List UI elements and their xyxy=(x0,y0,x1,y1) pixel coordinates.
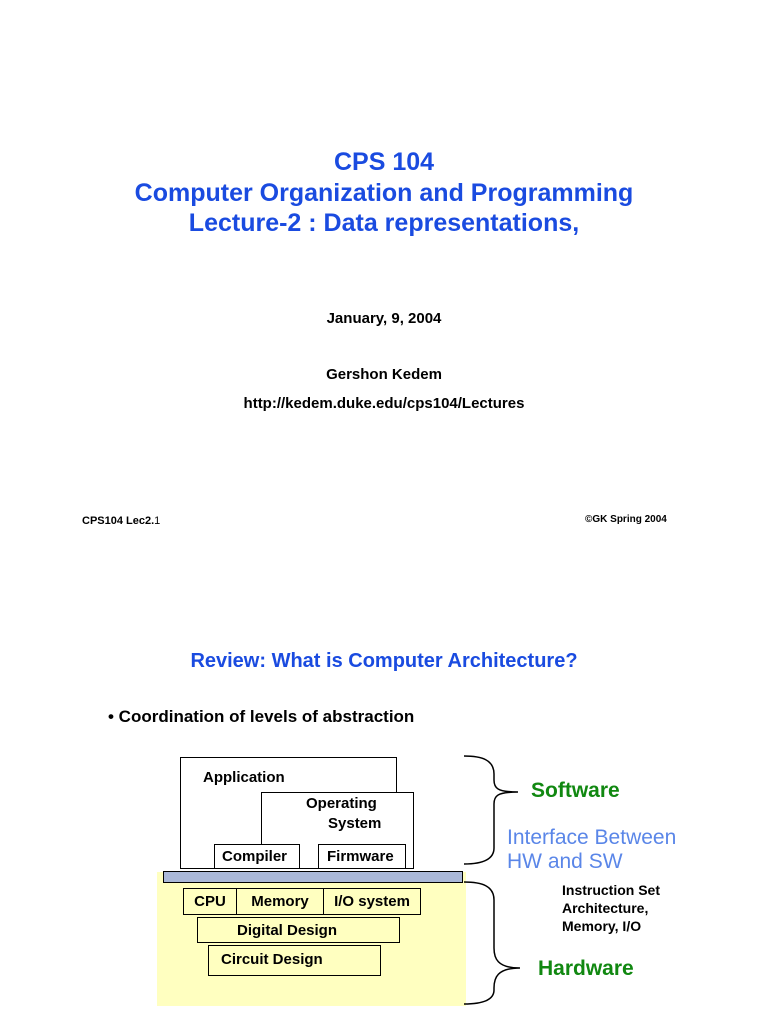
isa-label-2: Architecture, xyxy=(562,900,649,916)
slide1-footer-left xyxy=(82,515,160,527)
cpu-cell: CPU xyxy=(184,889,237,914)
memory-cell: Memory xyxy=(237,889,324,914)
slide1-author: Gershon Kedem xyxy=(326,366,442,383)
footer-course: CPS104 Lec2. xyxy=(82,515,155,527)
slide1-title-line-3: Lecture-2 : Data representations, xyxy=(188,209,580,237)
software-label: Software xyxy=(531,779,620,802)
operating-system-label-2: System xyxy=(328,815,382,832)
slide2-bullet: • Coordination of levels of abstraction xyxy=(108,707,415,726)
firmware-label: Firmware xyxy=(327,848,394,865)
isa-label-1: Instruction Set xyxy=(562,882,661,898)
circuit-design-label: Circuit Design xyxy=(221,951,323,968)
io-system-cell: I/O system xyxy=(334,893,410,910)
interface-label-2: HW and SW xyxy=(507,850,623,873)
interface-label-1: Interface Between xyxy=(507,826,677,849)
digital-design-label: Digital Design xyxy=(237,922,338,939)
circuit-design-box xyxy=(208,945,381,976)
footer-page-number: 1 xyxy=(154,515,161,527)
slide1-footer-right: ©GK Spring 2004 xyxy=(585,514,667,525)
slide1-title-line-1: CPS 104 xyxy=(333,148,435,176)
slide1-url: http://kedem.duke.edu/cps104/Lectures xyxy=(243,395,525,412)
cpu-memory-io-row xyxy=(183,888,421,915)
operating-system-label-1: Operating xyxy=(306,795,377,812)
isa-label-3: Memory, I/O xyxy=(562,918,642,934)
hardware-brace xyxy=(464,882,520,1004)
slide2-title: Review: What is Computer Architecture? xyxy=(190,650,578,672)
application-label: Application xyxy=(203,769,285,786)
compiler-box xyxy=(214,844,300,869)
firmware-box xyxy=(318,844,406,869)
isa-interface-bar xyxy=(163,871,463,883)
compiler-label: Compiler xyxy=(222,848,288,865)
slide1-title-line-2: Computer Organization and Programming xyxy=(134,179,634,207)
slide1-date: January, 9, 2004 xyxy=(326,310,442,327)
digital-design-box xyxy=(197,917,400,943)
braces xyxy=(460,752,530,1007)
hardware-label: Hardware xyxy=(538,957,634,980)
